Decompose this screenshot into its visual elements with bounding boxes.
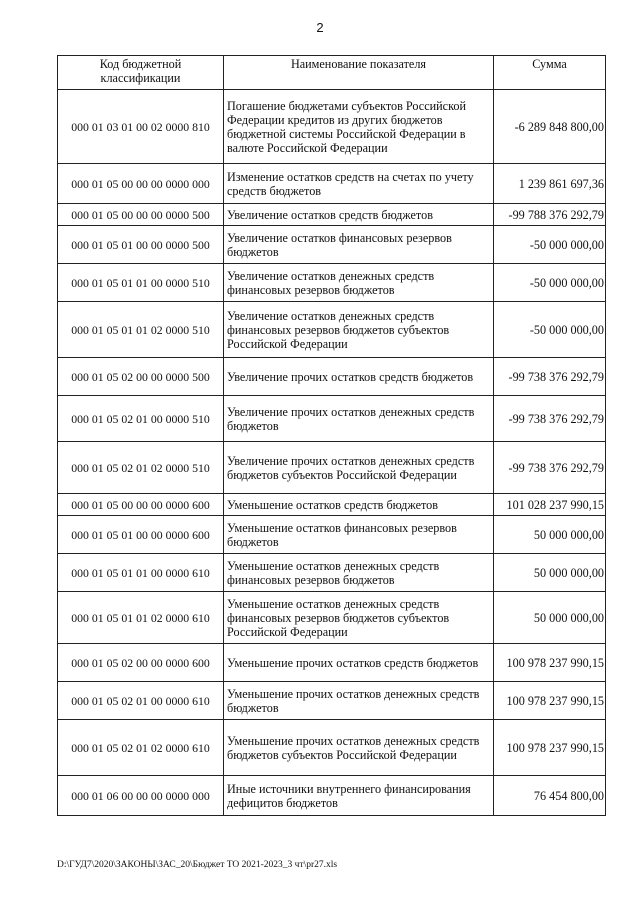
sum-cell: -99 738 376 292,79: [494, 396, 606, 442]
table-row: [58, 358, 606, 396]
name-cell: Погашение бюджетами субъектов Российской Федерации кредитов из других бюджетов бюджетной системы Российской Федерации в валюте Российской Федерации: [224, 90, 494, 164]
table-row: [58, 554, 606, 592]
name-cell: Увеличение прочих остатков средств бюджетов: [224, 358, 494, 396]
code-cell: 000 01 05 01 01 02 0000 510: [58, 302, 224, 358]
code-cell: 000 01 05 02 01 02 0000 510: [58, 442, 224, 494]
table-row: [58, 442, 606, 494]
name-cell: Уменьшение остатков средств бюджетов: [224, 494, 494, 516]
sum-cell: 76 454 800,00: [494, 776, 606, 816]
table-row: [58, 720, 606, 776]
code-cell: 000 01 05 02 01 02 0000 610: [58, 720, 224, 776]
sum-cell: -99 738 376 292,79: [494, 442, 606, 494]
name-cell: Увеличение остатков денежных средств финансовых резервов бюджетов субъектов Российской Федерации: [224, 302, 494, 358]
name-cell: Увеличение остатков денежных средств финансовых резервов бюджетов: [224, 264, 494, 302]
code-cell: 000 01 05 00 00 00 0000 600: [58, 494, 224, 516]
table-row: [58, 164, 606, 204]
header-code: Код бюджетной классификации: [58, 56, 224, 90]
table-row: [58, 494, 606, 516]
page-number: 2: [316, 20, 324, 35]
name-cell: Иные источники внутреннего финансирования дефицитов бюджетов: [224, 776, 494, 816]
table-row: [58, 264, 606, 302]
table-row: [58, 90, 606, 164]
code-cell: 000 01 05 01 00 00 0000 500: [58, 226, 224, 264]
code-cell: 000 01 05 01 01 00 0000 510: [58, 264, 224, 302]
code-cell: 000 01 05 00 00 00 0000 500: [58, 204, 224, 226]
sum-cell: 50 000 000,00: [494, 516, 606, 554]
header-sum: Сумма: [494, 56, 606, 90]
sum-cell: -99 738 376 292,79: [494, 358, 606, 396]
code-cell: 000 01 05 01 01 02 0000 610: [58, 592, 224, 644]
sum-cell: 100 978 237 990,15: [494, 682, 606, 720]
name-cell: Увеличение прочих остатков денежных средств бюджетов субъектов Российской Федерации: [224, 442, 494, 494]
table-header-row: [58, 56, 606, 90]
sum-cell: -6 289 848 800,00: [494, 90, 606, 164]
sum-cell: 100 978 237 990,15: [494, 644, 606, 682]
sum-cell: 100 978 237 990,15: [494, 720, 606, 776]
code-cell: 000 01 05 02 00 00 0000 600: [58, 644, 224, 682]
name-cell: Увеличение остатков средств бюджетов: [224, 204, 494, 226]
header-name: Наименование показателя: [224, 56, 494, 90]
table-row: [58, 396, 606, 442]
code-cell: 000 01 05 02 01 00 0000 510: [58, 396, 224, 442]
sum-cell: 50 000 000,00: [494, 554, 606, 592]
table-row: [58, 204, 606, 226]
sum-cell: 101 028 237 990,15: [494, 494, 606, 516]
name-cell: Уменьшение прочих остатков денежных средств бюджетов субъектов Российской Федерации: [224, 720, 494, 776]
code-cell: 000 01 05 01 01 00 0000 610: [58, 554, 224, 592]
code-cell: 000 01 05 02 00 00 0000 500: [58, 358, 224, 396]
table-row: [58, 644, 606, 682]
name-cell: Уменьшение остатков финансовых резервов бюджетов: [224, 516, 494, 554]
table-row: [58, 226, 606, 264]
table-row: [58, 592, 606, 644]
sum-cell: -50 000 000,00: [494, 226, 606, 264]
sum-cell: 50 000 000,00: [494, 592, 606, 644]
table-row: [58, 776, 606, 816]
name-cell: Уменьшение остатков денежных средств финансовых резервов бюджетов субъектов Российской Федерации: [224, 592, 494, 644]
sum-cell: -50 000 000,00: [494, 264, 606, 302]
name-cell: Изменение остатков средств на счетах по учету средств бюджетов: [224, 164, 494, 204]
code-cell: 000 01 03 01 00 02 0000 810: [58, 90, 224, 164]
code-cell: 000 01 05 00 00 00 0000 000: [58, 164, 224, 204]
code-cell: 000 01 06 00 00 00 0000 000: [58, 776, 224, 816]
code-cell: 000 01 05 02 01 00 0000 610: [58, 682, 224, 720]
name-cell: Уменьшение прочих остатков денежных средств бюджетов: [224, 682, 494, 720]
code-cell: 000 01 05 01 00 00 0000 600: [58, 516, 224, 554]
name-cell: Увеличение остатков финансовых резервов бюджетов: [224, 226, 494, 264]
name-cell: Увеличение прочих остатков денежных средств бюджетов: [224, 396, 494, 442]
budget-sources-table: [57, 55, 606, 816]
name-cell: Уменьшение прочих остатков средств бюджетов: [224, 644, 494, 682]
name-cell: Уменьшение остатков денежных средств финансовых резервов бюджетов: [224, 554, 494, 592]
table-body: [58, 90, 606, 816]
file-path-footer: D:\ГУД7\2020\ЗАКОНЫ\ЗАС_20\Бюджет ТО 2021-2023_3 чт\pr27.xls: [57, 860, 338, 870]
sum-cell: -99 788 376 292,79: [494, 204, 606, 226]
sum-cell: -50 000 000,00: [494, 302, 606, 358]
sum-cell: 1 239 861 697,36: [494, 164, 606, 204]
table-row: [58, 516, 606, 554]
table-row: [58, 302, 606, 358]
table-row: [58, 682, 606, 720]
